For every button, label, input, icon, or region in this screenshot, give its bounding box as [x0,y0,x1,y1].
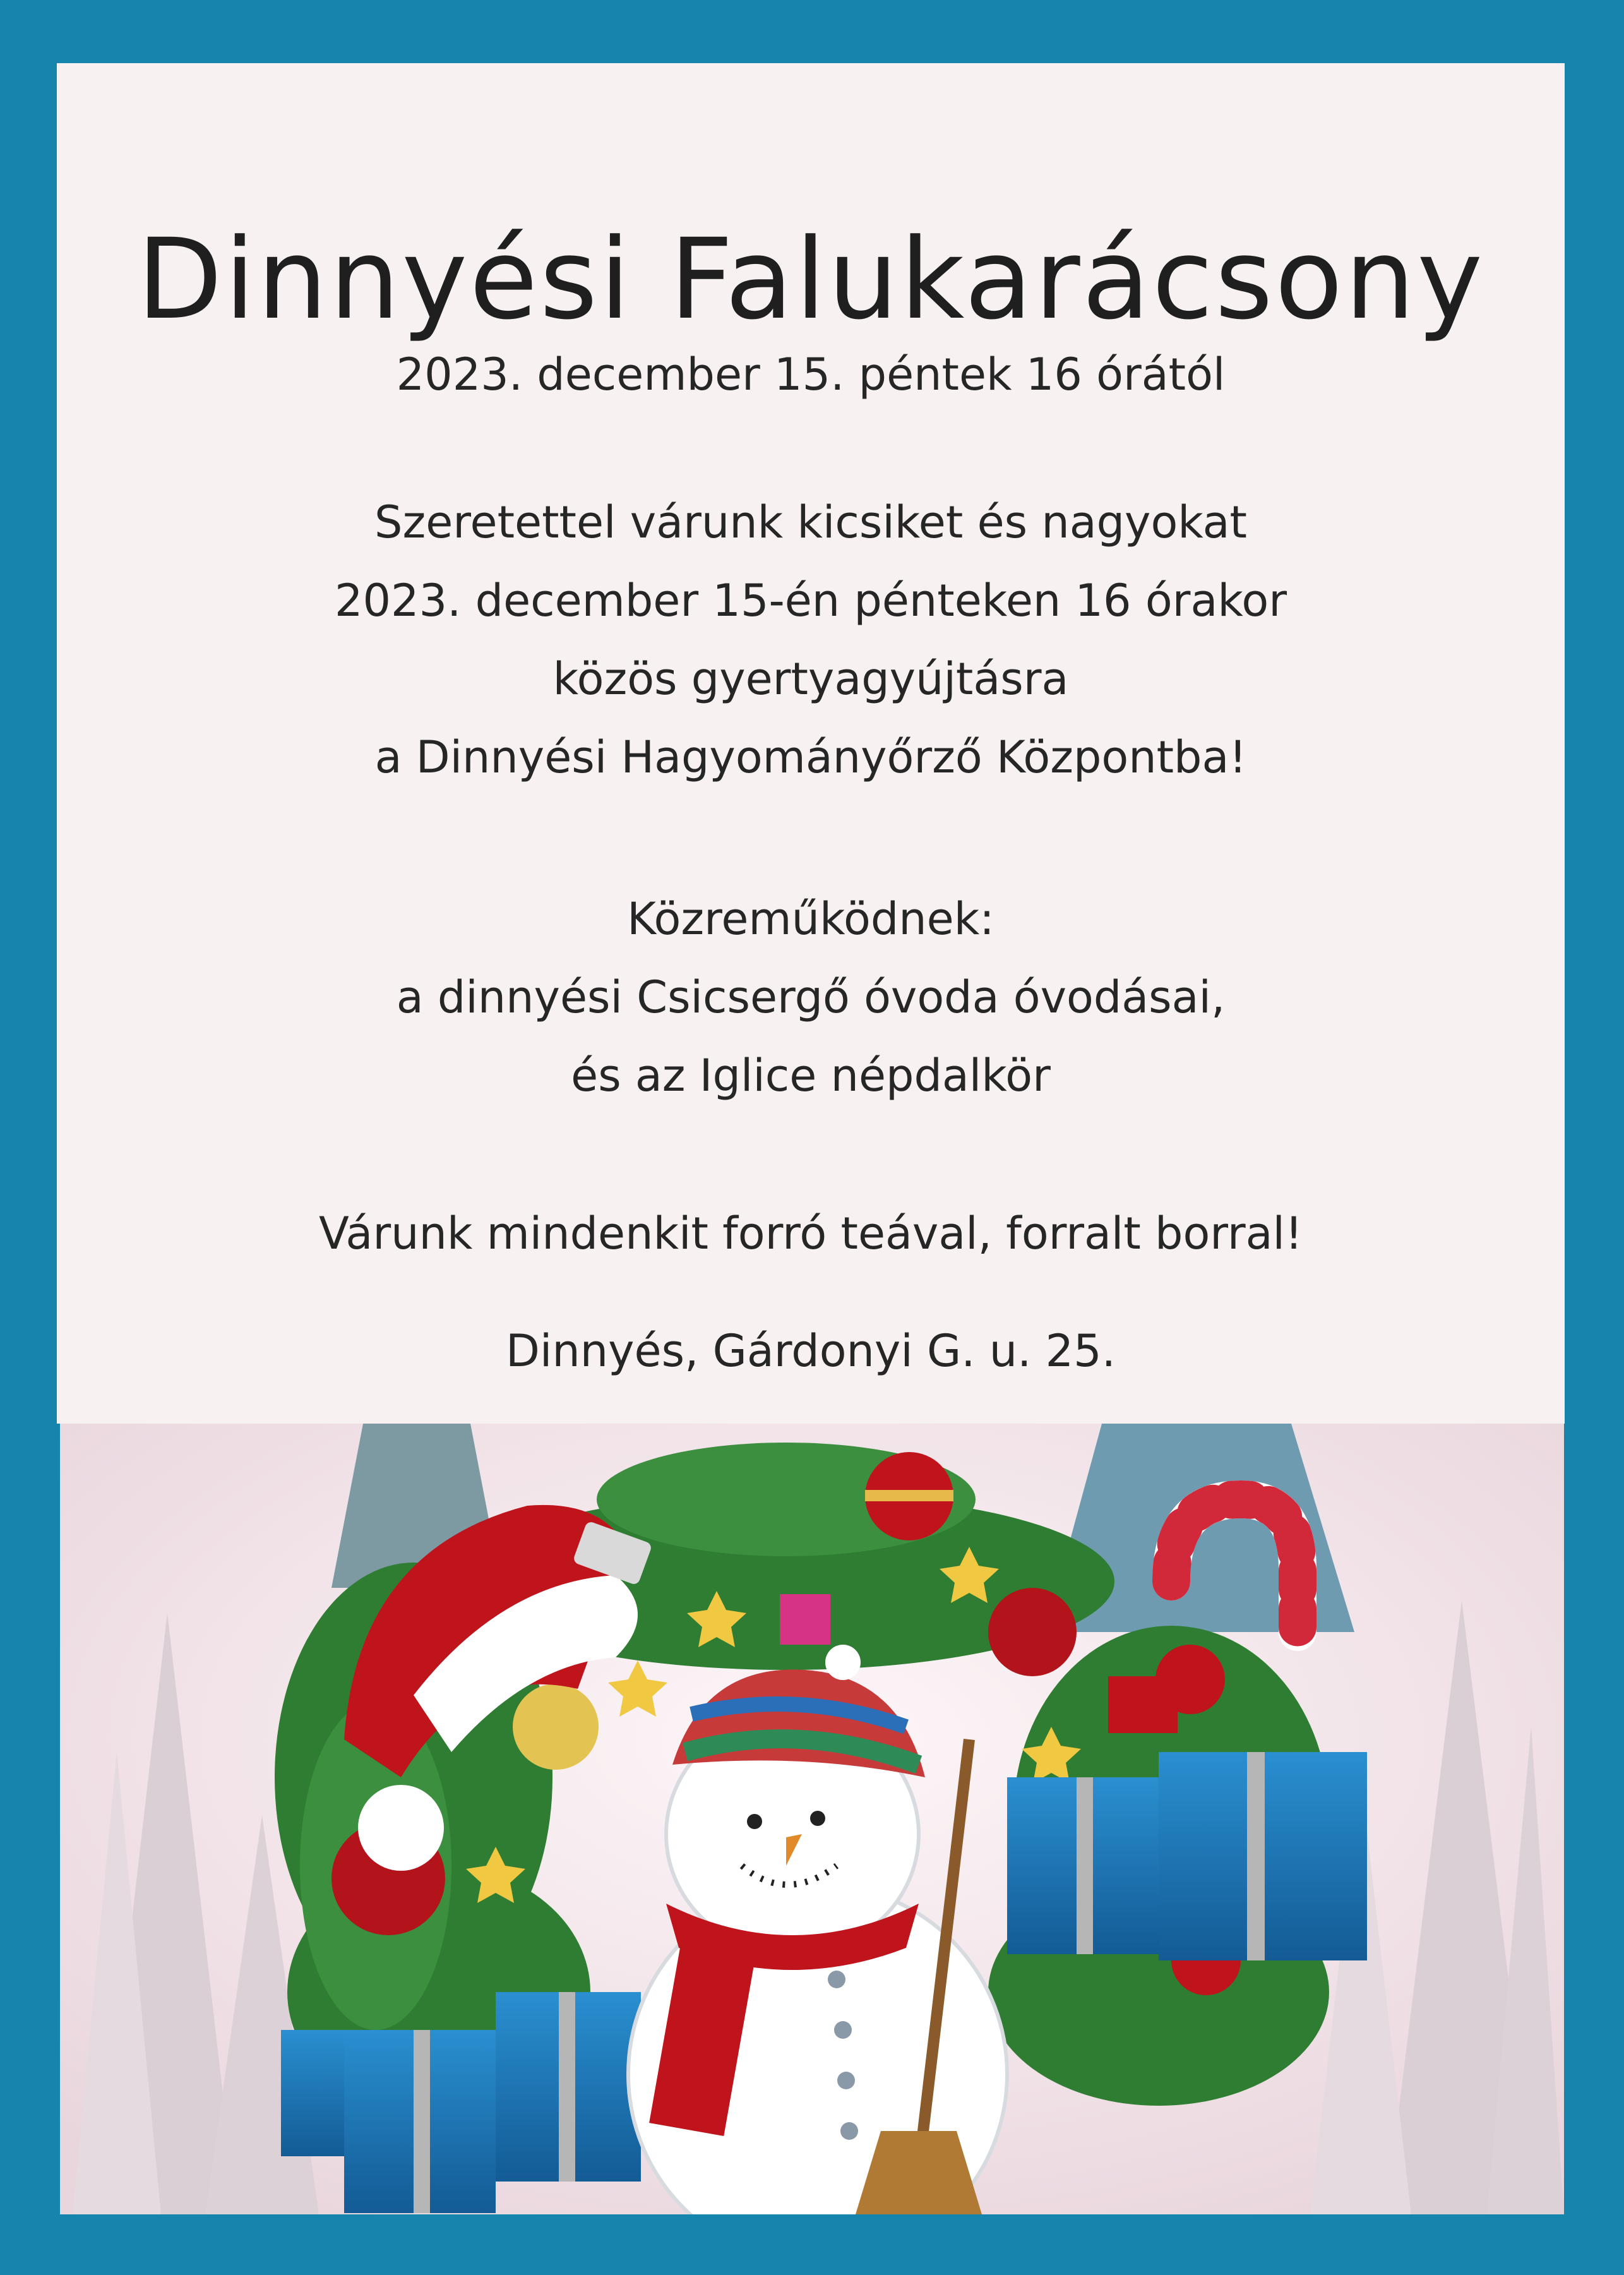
text-panel [57,63,1565,1424]
invitation-line-1: Szeretettel várunk kicsiket és nagyokat [374,496,1247,548]
gold-ornament [513,1684,599,1770]
performers-heading: Közreműködnek: [627,893,994,945]
refreshments-line: Várunk mindenkit forró teával, forralt borral! [318,1208,1303,1259]
invitation-line-3: közös gyertyagyújtásra [552,653,1069,705]
date-line: 2023. december 15. péntek 16 órától [396,349,1226,400]
poster-title: Dinnyési Falukarácsony [136,215,1485,344]
christmas-illustration [60,1424,1564,2214]
invitation-line-2: 2023. december 15-én pénteken 16 órakor [334,575,1287,627]
performer-line-2: és az Iglice népdalkör [571,1050,1051,1101]
invitation-line-4: a Dinnyési Hagyományőrző Központba! [374,731,1247,783]
address-line: Dinnyés, Gárdonyi G. u. 25. [506,1325,1116,1377]
performer-line-1: a dinnyési Csicsergő óvoda óvodásai, [396,971,1226,1023]
